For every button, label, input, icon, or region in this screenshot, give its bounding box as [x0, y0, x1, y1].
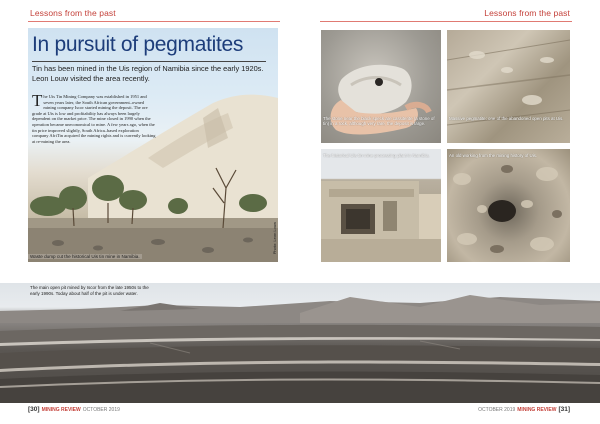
- photo-credit: Photo: Leon Louw: [272, 221, 277, 254]
- page-number-left: [30]: [28, 406, 40, 413]
- rubble-tunnel-illustration: [447, 149, 570, 262]
- photo-caption-4: An old working from the mining history of Uis.: [449, 153, 538, 158]
- photo-caption-3: The historical Uis tin mine processing plant in Namibia.: [323, 153, 430, 158]
- photo-pegmatite-wall: [447, 30, 570, 143]
- drop-cap: T: [32, 91, 43, 110]
- open-pit-panorama: [0, 283, 600, 403]
- footer-left: [28, 406, 120, 413]
- photo-cassiterite-rock: [321, 30, 441, 143]
- page-number-right: [31]: [558, 406, 570, 413]
- photo-caption-2: Massive pegmatite: one of the abandoned open pits at Uis.: [449, 116, 564, 121]
- issue-date-left: OCTOBER 2019: [82, 406, 120, 413]
- processing-plant-illustration: [321, 149, 441, 262]
- magazine-name-left: MINING REVIEW: [41, 406, 81, 413]
- footer-right: [478, 406, 570, 413]
- hero-caption: Waste dump cut the historical Uis tin mine in Namibia.: [30, 254, 140, 259]
- article-body-text: he Uis Tin Mining Company was established in 1951 and seven years later, the South African government–owned mining company Iscor started mining the deposit. The ore grade at Uis is low and profitability has always been largely dependent on the market price. The mine closed in 1990 when the operation became uneconomical to mine. A few years ago, when the tin price improved slightly, South Africa–based exploration company AfriTin acquired the mining rights and is currently looking at re-mining the area.: [32, 94, 156, 144]
- open-pit-illustration: [0, 283, 600, 403]
- photo-caption-1: The stone near the black speck are cassiterite (a stone of tin) in a rock, although very rare, the deposit is large.: [323, 116, 435, 127]
- photo-processing-plant: [321, 149, 441, 262]
- panorama-caption: The main open pit mined by Iscor from the late 1950s to the early 1990s. Today about half of the pit is under water.: [30, 285, 149, 296]
- header-rule-left: [28, 21, 280, 22]
- section-label-right: Lessons from the past: [484, 8, 570, 18]
- pegmatite-texture-illustration: [447, 30, 570, 143]
- article-title: In pursuit of pegmatites: [32, 33, 244, 56]
- hero-photo: [28, 28, 278, 262]
- title-rule: [32, 61, 266, 62]
- header-rule-right: [320, 21, 572, 22]
- photo-old-working: [447, 149, 570, 262]
- article-standfirst: Tin has been mined in the Uis region of Namibia since the early 1920s. Leon Louw visited the area recently.: [32, 64, 264, 83]
- article-body: [32, 91, 156, 144]
- magazine-name-right: MINING REVIEW: [517, 406, 557, 413]
- issue-date-right: OCTOBER 2019: [478, 406, 516, 413]
- section-label-left: Lessons from the past: [30, 8, 116, 18]
